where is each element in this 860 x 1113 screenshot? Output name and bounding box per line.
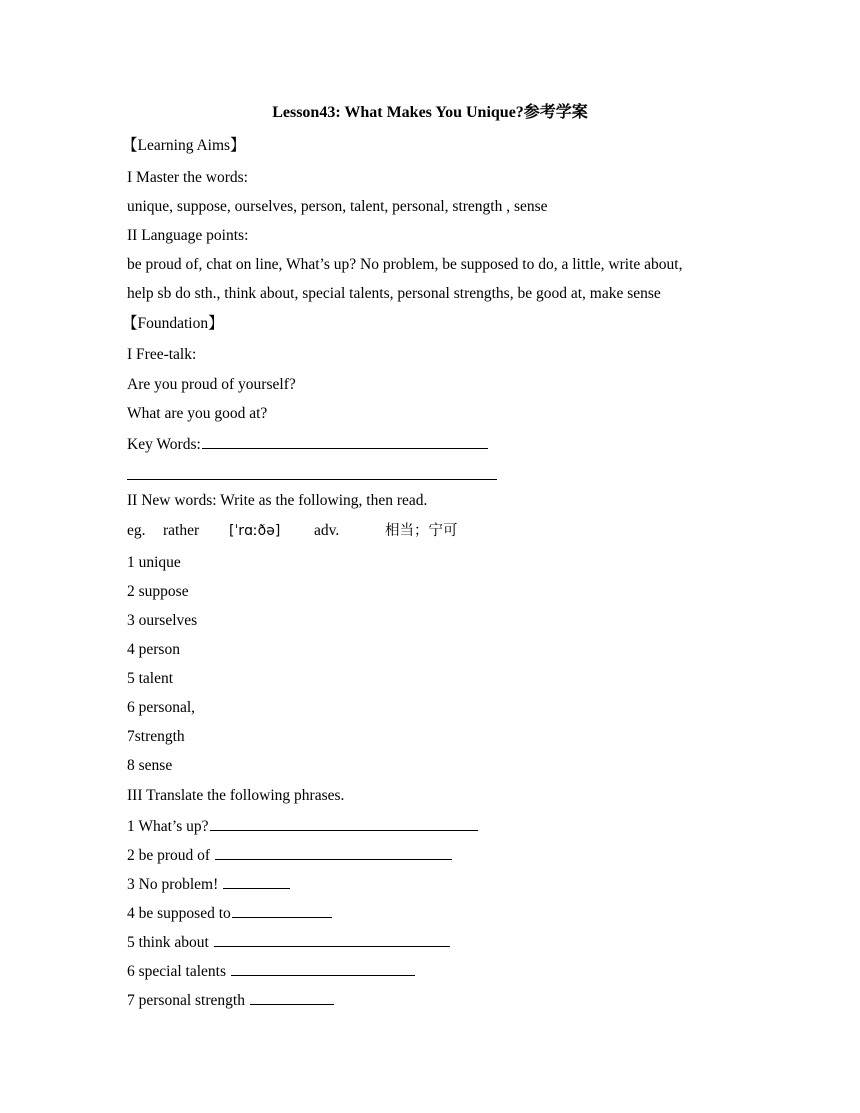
example-phonetic: [ˈrɑːðə] bbox=[229, 523, 281, 539]
answer-blank[interactable] bbox=[250, 989, 334, 1005]
phrases-line-2: help sb do sth., think about, special talents, personal strengths, be good at, make sense bbox=[127, 285, 661, 302]
example-prefix: eg. bbox=[127, 522, 146, 539]
key-words-label: Key Words: bbox=[127, 436, 201, 453]
words-list-line: unique, suppose, ourselves, person, talent, personal, strength , sense bbox=[127, 198, 548, 215]
answer-blank[interactable] bbox=[214, 931, 450, 947]
translate-item bbox=[127, 844, 452, 866]
foundation-heading: 【Foundation】 bbox=[122, 315, 224, 332]
answer-blank[interactable] bbox=[232, 902, 332, 918]
master-words-label: I Master the words: bbox=[127, 169, 248, 186]
word-list-item: 3 ourselves bbox=[127, 612, 198, 629]
answer-blank[interactable] bbox=[223, 873, 290, 889]
free-talk-question-2: What are you good at? bbox=[127, 405, 268, 422]
example-pos: adv. bbox=[314, 522, 340, 539]
new-words-label: II New words: Write as the following, then read. bbox=[127, 492, 428, 509]
answer-blank[interactable] bbox=[215, 844, 452, 860]
example-row bbox=[127, 521, 458, 541]
word-list-item: 2 suppose bbox=[127, 583, 189, 600]
translate-item bbox=[127, 873, 290, 895]
translate-item-label: 3 No problem! bbox=[127, 876, 223, 893]
page-title: Lesson43: What Makes You Unique?参考学案 bbox=[272, 104, 588, 121]
example-word: rather bbox=[163, 522, 200, 539]
key-words-blank[interactable] bbox=[202, 433, 488, 449]
translate-item-label: 7 personal strength bbox=[127, 992, 249, 1009]
translate-item-label: 2 be proud of bbox=[127, 847, 214, 864]
translate-item-label: 1 What’s up? bbox=[127, 818, 209, 835]
translate-item-label: 5 think about bbox=[127, 934, 213, 951]
learning-aims-heading: 【Learning Aims】 bbox=[122, 137, 246, 154]
phrases-line-1: be proud of, chat on line, What’s up? No problem, be supposed to do, a little, write about, bbox=[127, 256, 683, 273]
answer-blank[interactable] bbox=[210, 815, 478, 831]
word-list-item: 8 sense bbox=[127, 757, 173, 774]
translate-label: III Translate the following phrases. bbox=[127, 787, 345, 804]
free-talk-question-1: Are you proud of yourself? bbox=[127, 376, 296, 393]
example-meaning: 相当；宁可 bbox=[385, 523, 458, 539]
translate-item bbox=[127, 960, 415, 982]
translate-item bbox=[127, 815, 478, 837]
word-list-item: 6 personal, bbox=[127, 699, 196, 716]
word-list-item: 4 person bbox=[127, 641, 180, 658]
free-talk-label: I Free-talk: bbox=[127, 346, 197, 363]
translate-item bbox=[127, 931, 450, 953]
answer-blank[interactable] bbox=[231, 960, 415, 976]
translate-item-label: 4 be supposed to bbox=[127, 905, 231, 922]
key-words-row bbox=[127, 433, 488, 455]
word-list-item: 7strength bbox=[127, 728, 185, 745]
word-list-item: 1 unique bbox=[127, 554, 181, 571]
key-words-blank-line-2[interactable] bbox=[127, 479, 497, 480]
translate-item bbox=[127, 902, 332, 924]
word-list-item: 5 talent bbox=[127, 670, 174, 687]
language-points-label: II Language points: bbox=[127, 227, 249, 244]
translate-item bbox=[127, 989, 334, 1011]
translate-item-label: 6 special talents bbox=[127, 963, 230, 980]
